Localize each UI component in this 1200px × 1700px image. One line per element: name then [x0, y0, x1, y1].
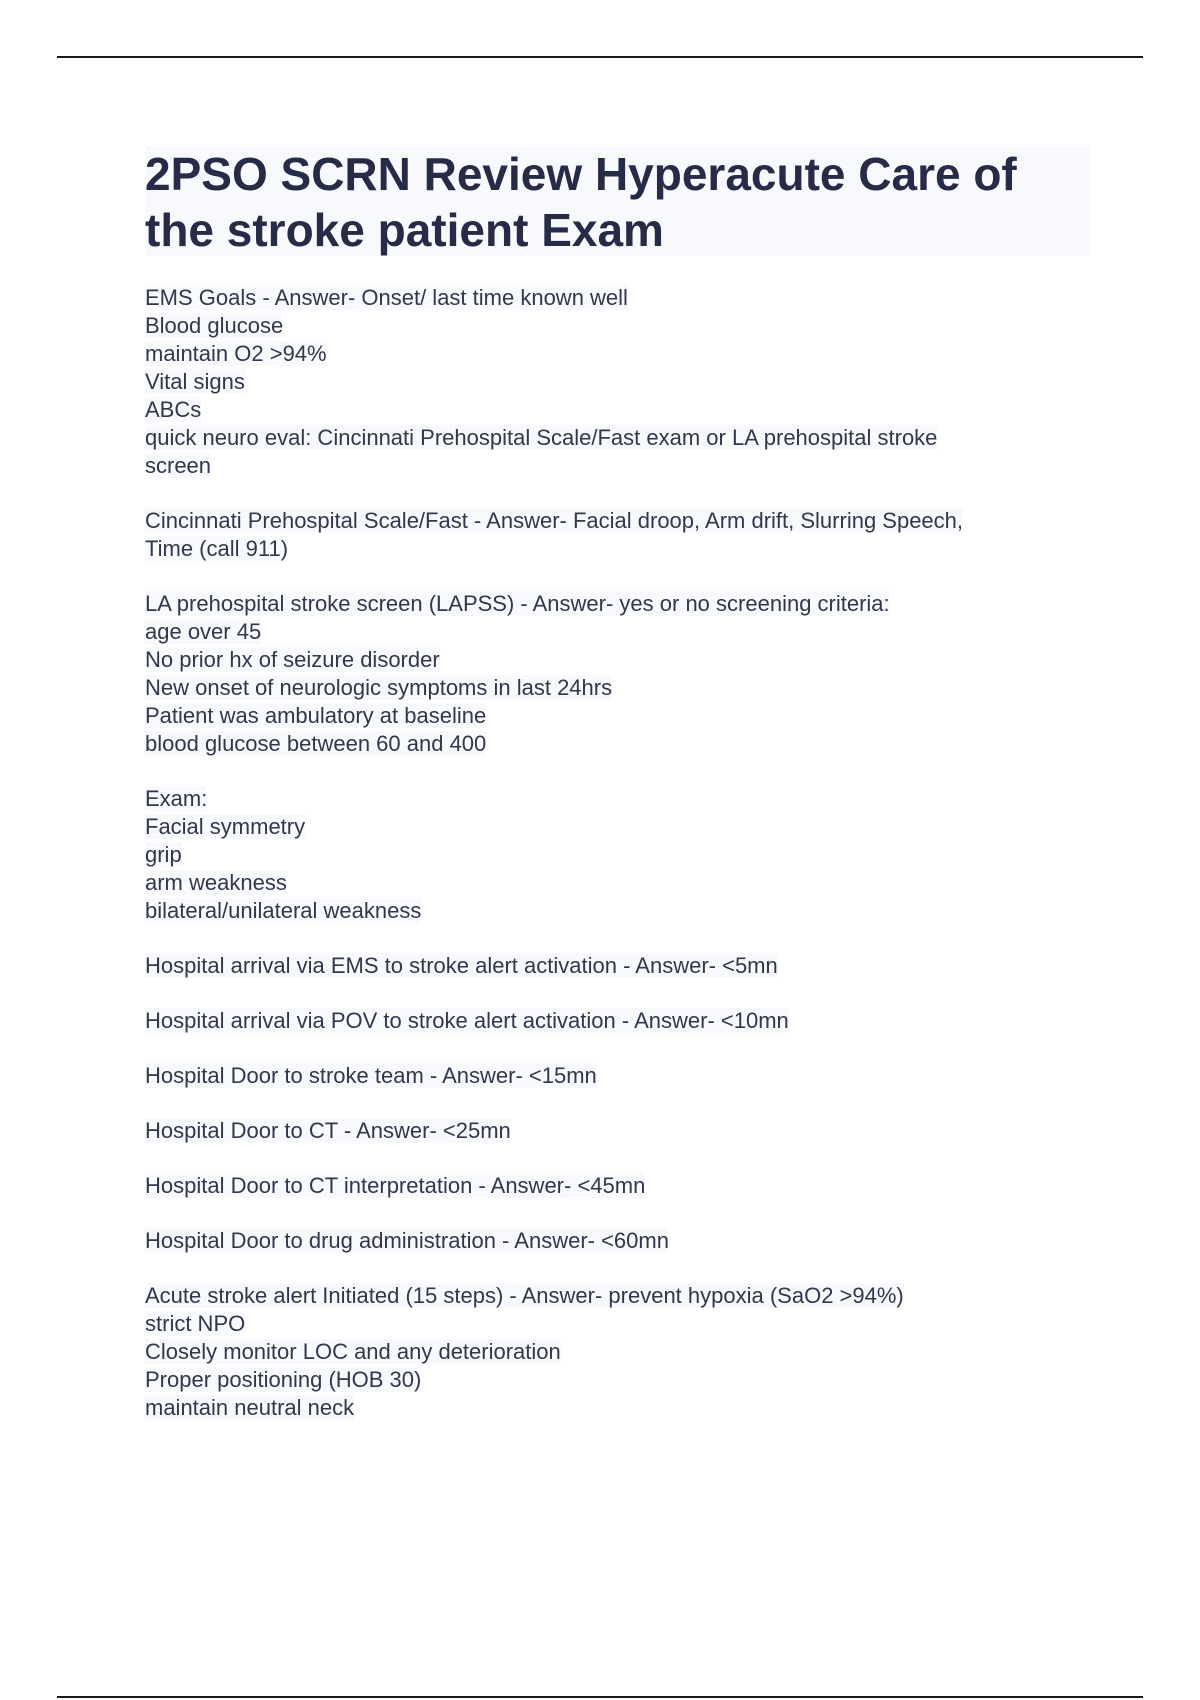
qa-line: strict NPO — [145, 1311, 246, 1336]
qa-line: ABCs — [145, 397, 202, 422]
qa-line: Acute stroke alert Initiated (15 steps) - Answer- prevent hypoxia (SaO2 >94%) — [145, 1283, 904, 1308]
qa-item — [145, 1062, 1075, 1090]
qa-item — [145, 1227, 1075, 1255]
qa-line: LA prehospital stroke screen (LAPSS) - Answer- yes or no screening criteria: — [145, 591, 890, 616]
qa-line: maintain O2 >94% — [145, 341, 327, 366]
qa-item — [145, 1172, 1075, 1200]
qa-item — [145, 785, 1075, 925]
qa-line: Blood glucose — [145, 313, 284, 338]
qa-line: Time (call 911) — [145, 536, 289, 561]
qa-line: quick neuro eval: Cincinnati Prehospital Scale/Fast exam or LA prehospital stroke — [145, 425, 938, 450]
qa-line: Hospital Door to CT interpretation - Answer- <45mn — [145, 1173, 646, 1198]
qa-item — [145, 1282, 1075, 1422]
qa-line: Closely monitor LOC and any deterioration — [145, 1339, 561, 1364]
qa-line: Hospital arrival via EMS to stroke alert activation - Answer- <5mn — [145, 953, 778, 978]
qa-item — [145, 952, 1075, 980]
qa-line: Facial symmetry — [145, 814, 306, 839]
qa-line: Cincinnati Prehospital Scale/Fast - Answer- Facial droop, Arm drift, Slurring Speech, — [145, 508, 964, 533]
qa-line: Proper positioning (HOB 30) — [145, 1367, 422, 1392]
header-rule — [57, 56, 1143, 58]
qa-line: bilateral/unilateral weakness — [145, 898, 422, 923]
qa-line: arm weakness — [145, 870, 287, 895]
qa-line: Hospital Door to CT - Answer- <25mn — [145, 1118, 511, 1143]
qa-line: Hospital arrival via POV to stroke alert activation - Answer- <10mn — [145, 1008, 789, 1033]
qa-line: Vital signs — [145, 369, 245, 394]
qa-line: No prior hx of seizure disorder — [145, 647, 440, 672]
qa-line: screen — [145, 453, 212, 478]
page-title: 2PSO SCRN Review Hyperacute Care of the stroke patient Exam — [145, 148, 1017, 256]
qa-item — [145, 1007, 1075, 1035]
qa-content — [145, 284, 1075, 1449]
qa-item — [145, 590, 1075, 758]
qa-line: grip — [145, 842, 182, 867]
qa-line: Hospital Door to stroke team - Answer- <15mn — [145, 1063, 597, 1088]
qa-line: Patient was ambulatory at baseline — [145, 703, 487, 728]
qa-item — [145, 507, 1075, 563]
qa-line: New onset of neurologic symptoms in last 24hrs — [145, 675, 613, 700]
qa-line: Exam: — [145, 786, 208, 811]
qa-line: maintain neutral neck — [145, 1395, 355, 1420]
footer-rule — [57, 1696, 1143, 1698]
qa-line: blood glucose between 60 and 400 — [145, 731, 487, 756]
title-block — [145, 146, 1089, 256]
qa-item — [145, 1117, 1075, 1145]
qa-line: EMS Goals - Answer- Onset/ last time known well — [145, 285, 628, 310]
qa-item — [145, 284, 1075, 480]
qa-line: age over 45 — [145, 619, 262, 644]
qa-line: Hospital Door to drug administration - Answer- <60mn — [145, 1228, 669, 1253]
